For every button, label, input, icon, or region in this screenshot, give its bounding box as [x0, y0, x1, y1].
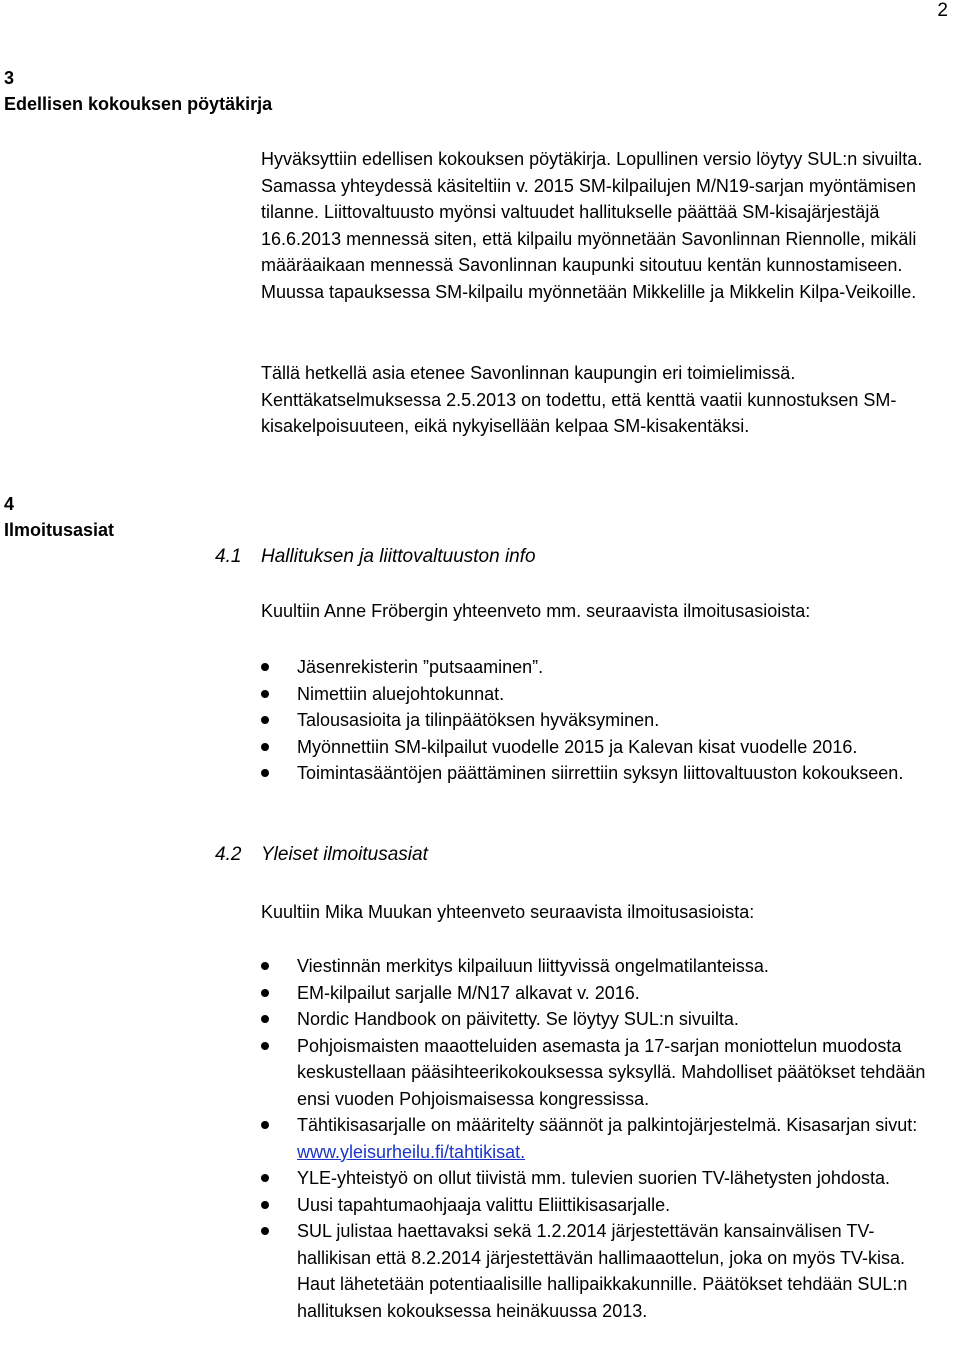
list-item: YLE-yhteistyö on ollut tiivistä mm. tulevien suorien TV-lähetysten johdosta. [297, 1165, 947, 1192]
list-item: EM-kilpailut sarjalle M/N17 alkavat v. 2016. [297, 980, 947, 1007]
bullet-icon [261, 1042, 269, 1050]
section-3-paragraph-1: Hyväksyttiin edellisen kokouksen pöytäkirja. Lopullinen versio löytyy SUL:n sivuilta. Samassa yhteydessä käsiteltiin v. 2015 SM-kilpailujen M/N19-sarjan myöntämisen tilanne. Liittovaltuusto myönsi valtuudet hallitukselle päättää SM-kisajärjestäjä 16.6.2013 mennessä siten, että kilpailu myönnetään Savonlinnan Riennolle, mikäli määräaikaan mennessä Savonlinnan kaupunki sitoutuu kentän kunnostamiseen. Muussa tapauksessa SM-kilpailu myönnetään Mikkelille ja Mikkelin Kilpa-Veikoille. [261, 149, 923, 302]
bullet-icon [261, 989, 269, 997]
page-number: 2 [937, 0, 948, 21]
subsection-4-1-list [297, 654, 947, 787]
bullet-icon [261, 663, 269, 671]
list-item: Tähtikisasarjalle on määritelty säännöt ja palkintojärjestelmä. Kisasarjan sivut: www.yleisurheilu.fi/tahtikisat. [297, 1112, 947, 1165]
section-3-paragraph-2: Tällä hetkellä asia etenee Savonlinnan kaupungin eri toimielimissä. Kenttäkatselmuksessa 2.5.2013 on todettu, että kenttä vaatii kunnostuksen SM-kisakelpoisuuteen, eikä nykyisellään kelpaa SM-kisakentäksi. [261, 363, 897, 436]
list-item: Nimettiin aluejohtokunnat. [297, 681, 947, 708]
section-3-title: Edellisen kokouksen pöytäkirja [4, 94, 273, 114]
list-item: Uusi tapahtumaohjaaja valittu Eliittikisasarjalle. [297, 1192, 947, 1219]
list-item: Toimintasääntöjen päättäminen siirrettiin syksyn liittovaltuuston kokoukseen. [297, 760, 947, 787]
bullet-icon [261, 716, 269, 724]
list-item: Nordic Handbook on päivitetty. Se löytyy SUL:n sivuilta. [297, 1006, 947, 1033]
bullet-icon [261, 743, 269, 751]
subsection-4-2-number: 4.2 [215, 844, 242, 865]
subsection-4-2-intro: Kuultiin Mika Muukan yhteenveto seuraavista ilmoitusasioista: [261, 902, 755, 922]
bullet-icon [261, 1121, 269, 1129]
subsection-4-2-title: Yleiset ilmoitusasiat [261, 844, 428, 865]
bullet-icon [261, 690, 269, 698]
list-item: Jäsenrekisterin ”putsaaminen”. [297, 654, 947, 681]
subsection-4-1-intro: Kuultiin Anne Fröbergin yhteenveto mm. seuraavista ilmoitusasioista: [261, 601, 811, 621]
section-4-number: 4 [4, 494, 15, 514]
bullet-icon [261, 1227, 269, 1235]
bullet-icon [261, 769, 269, 777]
subsection-4-1-title: Hallituksen ja liittovaltuuston info [261, 546, 536, 567]
bullet-icon [261, 1015, 269, 1023]
list-item: Myönnettiin SM-kilpailut vuodelle 2015 ja Kalevan kisat vuodelle 2016. [297, 734, 947, 761]
bullet-icon [261, 1174, 269, 1182]
subsection-4-2-list [297, 953, 947, 1324]
list-item: Pohjoismaisten maaotteluiden asemasta ja 17-sarjan moniottelun muodosta keskustellaan pääsihteerikokouksessa syksyllä. Mahdolliset päätökset tehdään ensi vuoden Pohjoismaisessa kongressissa. [297, 1033, 947, 1113]
list-item: Talousasioita ja tilinpäätöksen hyväksyminen. [297, 707, 947, 734]
list-item: Viestinnän merkitys kilpailuun liittyvissä ongelmatilanteissa. [297, 953, 947, 980]
subsection-4-1-number: 4.1 [215, 546, 242, 567]
section-3-number: 3 [4, 68, 15, 88]
tahtikisat-link[interactable]: www.yleisurheilu.fi/tahtikisat. [297, 1141, 526, 1162]
bullet-icon [261, 962, 269, 970]
bullet-icon [261, 1201, 269, 1209]
list-item: SUL julistaa haettavaksi sekä 1.2.2014 järjestettävän kansainvälisen TV-hallikisan että 8.2.2014 järjestettävän hallimaaottelun, joka on myös TV-kisa. Haut lähetetään potentiaalisille hallipaikkakunnille. Päätökset tehdään SUL:n hallituksen kokouksessa heinäkuussa 2013. [297, 1218, 947, 1324]
section-4-title: Ilmoitusasiat [4, 520, 115, 540]
